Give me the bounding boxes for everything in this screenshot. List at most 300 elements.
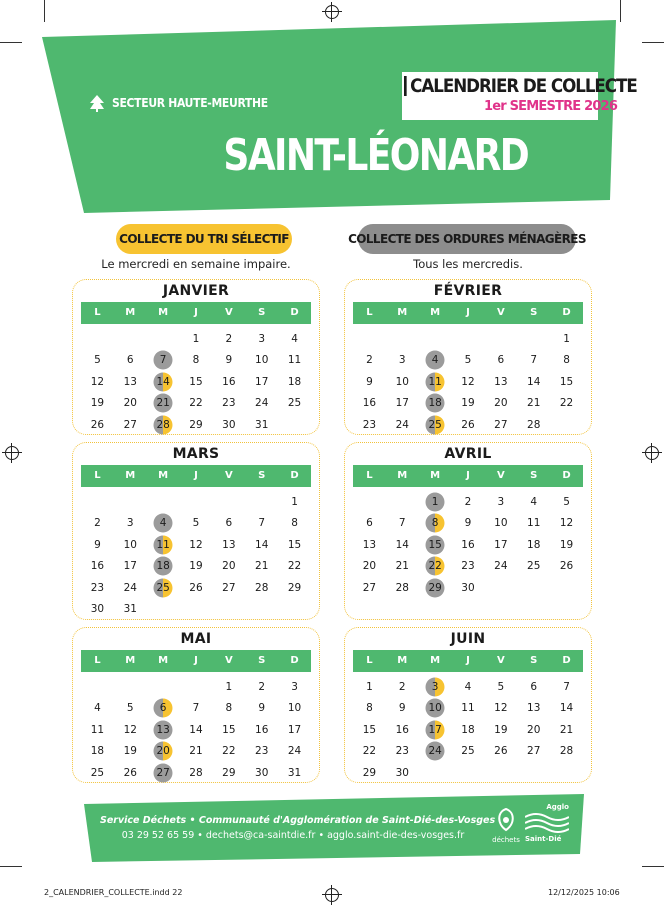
day-number: 3 [431,680,439,693]
agglo-logo [525,803,569,849]
day-number: 20 [494,397,508,410]
day-number: 6 [497,354,505,367]
day-grid [353,491,583,599]
day-number: 7 [398,517,406,530]
day-number: 29 [428,581,442,594]
day-cell [180,371,213,393]
day-cell [212,534,245,556]
day-number: 26 [461,418,475,431]
day-cell [452,491,485,513]
empty-day-cell [180,491,213,513]
day-number: 26 [189,581,203,594]
day-number: 29 [222,766,236,779]
day-cell [517,513,550,535]
day-number: 25 [287,397,302,410]
day-number: 1 [431,495,439,508]
weekday-label: M [430,470,441,481]
empty-day-cell [81,491,114,513]
footer-service: Service Déchets • Communauté d'Agglomération de Saint-Dié-des-Vosges [100,815,496,826]
day-cell [245,393,278,415]
day-cell [81,762,114,784]
day-cell [180,698,213,720]
weekday-header [353,465,583,487]
day-cell [419,534,452,556]
day-cell [419,556,452,578]
semester-label: 1er SEMESTRE 2026 [484,99,618,114]
day-cell [278,371,311,393]
weekday-label: V [496,470,505,481]
day-cell [419,393,452,415]
weekday-label: S [258,307,266,318]
day-number: 9 [94,538,101,551]
day-cell [278,556,311,578]
day-number: 12 [189,538,203,551]
empty-day-cell [147,676,180,698]
day-number: 25 [90,766,105,779]
day-cell [353,534,386,556]
day-number: 24 [428,745,442,758]
day-cell [517,698,550,720]
day-number: 29 [362,766,377,779]
day-cell [517,393,550,415]
day-number: 1 [563,332,570,345]
empty-day-cell [147,491,180,513]
day-number: 19 [123,745,137,758]
day-number: 1 [192,332,200,345]
day-number: 20 [123,397,137,410]
weekday-label: J [466,307,470,318]
day-number: 22 [428,560,442,573]
day-cell [353,513,386,535]
day-cell [81,577,114,599]
day-number: 26 [494,745,508,758]
day-number: 23 [461,560,475,573]
day-number: 9 [366,375,373,388]
day-cell [245,676,278,698]
day-number: 19 [461,397,475,410]
day-number: 28 [527,418,541,431]
day-cell [550,350,583,372]
day-cell [386,762,419,784]
empty-day-cell [484,328,517,350]
weekday-label: D [562,470,571,481]
day-cell [212,328,245,350]
day-cell [114,741,147,763]
day-cell [517,491,550,513]
day-cell [452,350,485,372]
dechets-logo-text: déchets [492,836,520,844]
day-cell [245,328,278,350]
day-cell [245,741,278,763]
weekday-label: L [366,470,373,481]
day-cell [353,577,386,599]
month-name: FÉVRIER [433,283,503,299]
day-cell [353,393,386,415]
day-number: 13 [156,723,170,736]
weekday-header [81,465,311,487]
day-cell [353,414,386,436]
day-cell [550,513,583,535]
day-cell [517,350,550,372]
empty-day-cell [419,328,452,350]
day-number: 5 [497,680,505,693]
day-cell [81,414,114,436]
empty-day-cell [147,328,180,350]
day-number: 18 [156,560,170,573]
day-cell [212,698,245,720]
day-number: 21 [395,560,409,573]
month-calendar [72,279,320,435]
day-cell [386,556,419,578]
day-number: 24 [255,397,269,410]
day-number: 10 [428,702,442,715]
day-cell [212,762,245,784]
day-cell [278,350,311,372]
day-number: 12 [559,517,574,530]
day-number: 18 [461,723,475,736]
day-number: 19 [189,560,203,573]
day-cell [550,676,583,698]
file-slug: 2_CALENDRIER_COLLECTE.indd 22 [44,888,183,897]
day-number: 26 [90,418,105,431]
weekday-label: J [194,655,198,666]
day-number: 4 [159,517,167,530]
day-number: 20 [156,745,170,758]
day-grid [353,676,583,784]
date-slug: 12/12/2025 10:06 [548,888,620,897]
day-number: 12 [123,723,137,736]
day-cell [114,534,147,556]
day-number: 11 [461,702,475,715]
day-number: 7 [563,680,570,693]
month-name: JUIN [450,631,486,647]
day-cell [114,599,147,621]
day-cell [212,577,245,599]
day-number: 15 [222,723,236,736]
day-cell [114,393,147,415]
day-cell [147,534,180,556]
day-number: 20 [527,723,541,736]
day-cell [353,350,386,372]
day-number: 24 [123,581,137,594]
weekday-label: M [125,655,136,666]
day-cell [353,371,386,393]
day-number: 14 [156,375,170,388]
day-number: 7 [192,702,200,715]
weekday-label: V [224,470,233,481]
day-number: 6 [225,517,233,530]
day-cell [245,577,278,599]
day-cell [81,534,114,556]
day-cell [114,513,147,535]
day-number: 27 [123,418,137,431]
day-cell [278,719,311,741]
month-name: MAI [180,631,212,647]
day-cell [245,762,278,784]
day-number: 8 [291,517,298,530]
day-number: 2 [398,680,406,693]
month-calendar [344,627,592,783]
day-number: 9 [225,354,233,367]
day-cell [81,393,114,415]
day-cell [484,350,517,372]
weekday-label: S [530,655,538,666]
day-cell [278,491,311,513]
day-cell [147,414,180,436]
day-cell [550,698,583,720]
day-number: 16 [395,723,409,736]
day-cell [452,414,485,436]
day-cell [278,676,311,698]
day-cell [212,371,245,393]
empty-day-cell [180,676,213,698]
day-cell [180,556,213,578]
day-cell [353,762,386,784]
day-number: 15 [287,538,302,551]
day-cell [212,676,245,698]
day-cell [386,698,419,720]
day-number: 5 [192,517,200,530]
day-cell [114,371,147,393]
day-cell [180,534,213,556]
weekday-header [81,650,311,672]
weekday-label: L [94,470,101,481]
day-cell [245,371,278,393]
day-cell [278,328,311,350]
dechets-logo [489,806,523,848]
day-number: 3 [258,332,266,345]
day-number: 4 [431,354,439,367]
day-number: 17 [287,723,302,736]
day-number: 16 [362,397,377,410]
day-number: 3 [291,680,298,693]
day-cell [81,741,114,763]
day-cell [180,719,213,741]
weekday-label: D [562,655,571,666]
day-cell [386,577,419,599]
weekday-header [353,650,583,672]
day-number: 28 [189,766,203,779]
day-cell [484,741,517,763]
day-cell [386,350,419,372]
day-cell [353,676,386,698]
registration-mark-icon [5,446,19,460]
day-cell [517,676,550,698]
day-cell [550,328,583,350]
day-cell [278,513,311,535]
day-cell [484,719,517,741]
weekday-label: J [194,470,198,481]
day-number: 18 [527,538,541,551]
day-number: 2 [464,495,472,508]
day-number: 22 [189,397,203,410]
day-cell [353,698,386,720]
day-number: 11 [156,538,170,551]
weekday-label: V [224,655,233,666]
day-number: 7 [530,354,538,367]
day-cell [452,577,485,599]
empty-day-cell [114,676,147,698]
sector-text: SECTEUR HAUTE-MEURTHE [112,96,268,110]
day-number: 12 [461,375,475,388]
day-grid [81,491,311,620]
day-cell [180,577,213,599]
day-number: 6 [159,702,167,715]
day-number: 6 [366,517,373,530]
om-legend-badge: COLLECTE DES ORDURES MÉNAGÈRES [358,224,576,254]
day-cell [484,513,517,535]
day-cell [419,414,452,436]
day-number: 17 [255,375,269,388]
day-number: 14 [189,723,203,736]
day-cell [452,513,485,535]
day-grid [353,328,583,436]
day-cell [147,393,180,415]
tri-description: Le mercredi en semaine impaire. [101,257,291,271]
day-cell [245,414,278,436]
day-cell [212,556,245,578]
day-number: 4 [291,332,298,345]
day-cell [550,371,583,393]
weekday-label: J [466,655,470,666]
day-cell [114,719,147,741]
day-number: 14 [527,375,541,388]
day-number: 22 [362,745,377,758]
day-cell [419,741,452,763]
day-cell [517,414,550,436]
month-name: MARS [172,446,220,462]
day-cell [517,719,550,741]
day-cell [353,719,386,741]
day-number: 25 [527,560,541,573]
day-number: 17 [395,397,409,410]
day-cell [147,719,180,741]
day-number: 14 [255,538,269,551]
day-number: 5 [464,354,472,367]
weekday-label: S [530,470,538,481]
day-cell [180,741,213,763]
day-cell [386,414,419,436]
day-number: 6 [530,680,538,693]
day-number: 2 [366,354,373,367]
day-cell [147,350,180,372]
registration-mark-icon [325,888,339,902]
day-number: 4 [94,702,101,715]
month-calendar [72,627,320,783]
day-number: 24 [494,560,508,573]
day-number: 24 [287,745,302,758]
weekday-label: V [496,655,505,666]
day-number: 31 [255,418,269,431]
month-calendar [344,279,592,435]
day-cell [245,719,278,741]
day-number: 5 [126,702,134,715]
weekday-label: L [366,655,373,666]
day-number: 30 [395,766,409,779]
day-number: 20 [222,560,236,573]
day-number: 9 [464,517,472,530]
day-cell [386,534,419,556]
month-calendar [344,442,592,620]
day-cell [386,513,419,535]
footer-contact: 03 29 52 65 59 • dechets@ca-saintdie.fr • agglo.saint-die-des-vosges.fr [121,830,465,841]
weekday-label: M [430,307,441,318]
day-number: 18 [287,375,302,388]
day-number: 14 [395,538,409,551]
day-number: 17 [428,723,442,736]
day-number: 26 [559,560,574,573]
day-number: 2 [94,517,101,530]
day-number: 23 [222,397,236,410]
day-number: 13 [494,375,508,388]
day-cell [419,491,452,513]
day-cell [81,698,114,720]
day-number: 15 [428,538,442,551]
day-cell [245,556,278,578]
month-name: JANVIER [162,283,230,299]
day-cell [212,414,245,436]
day-cell [550,534,583,556]
day-cell [484,676,517,698]
om-description: Tous les mercredis. [413,257,523,271]
day-number: 27 [527,745,541,758]
day-number: 21 [559,723,574,736]
day-number: 21 [527,397,541,410]
day-number: 28 [156,418,170,431]
day-number: 27 [494,418,508,431]
empty-day-cell [386,328,419,350]
day-number: 30 [90,603,105,616]
day-number: 27 [156,766,170,779]
day-number: 3 [126,517,134,530]
day-number: 3 [497,495,505,508]
weekday-label: S [530,307,538,318]
crop-mark [0,866,22,867]
day-cell [81,513,114,535]
day-number: 11 [527,517,541,530]
day-number: 9 [398,702,406,715]
day-cell [386,393,419,415]
day-number: 18 [428,397,442,410]
day-number: 10 [395,375,409,388]
day-cell [484,534,517,556]
town-title: SAINT-LÉONARD [223,130,529,181]
day-cell [147,762,180,784]
day-cell [212,350,245,372]
registration-mark-icon [645,446,659,460]
day-number: 15 [559,375,574,388]
day-number: 16 [222,375,236,388]
empty-day-cell [353,491,386,513]
day-number: 11 [90,723,105,736]
day-cell [419,698,452,720]
day-cell [278,393,311,415]
calendar-title: CALENDRIER DE COLLECTE [404,76,571,96]
day-number: 11 [428,375,442,388]
day-number: 5 [94,354,101,367]
day-cell [180,328,213,350]
day-number: 26 [123,766,137,779]
weekday-label: D [290,655,299,666]
day-number: 13 [123,375,137,388]
weekday-label: M [158,307,169,318]
weekday-label: V [496,307,505,318]
day-number: 19 [90,397,105,410]
day-number: 22 [222,745,236,758]
day-cell [278,534,311,556]
day-number: 25 [461,745,475,758]
day-cell [484,371,517,393]
